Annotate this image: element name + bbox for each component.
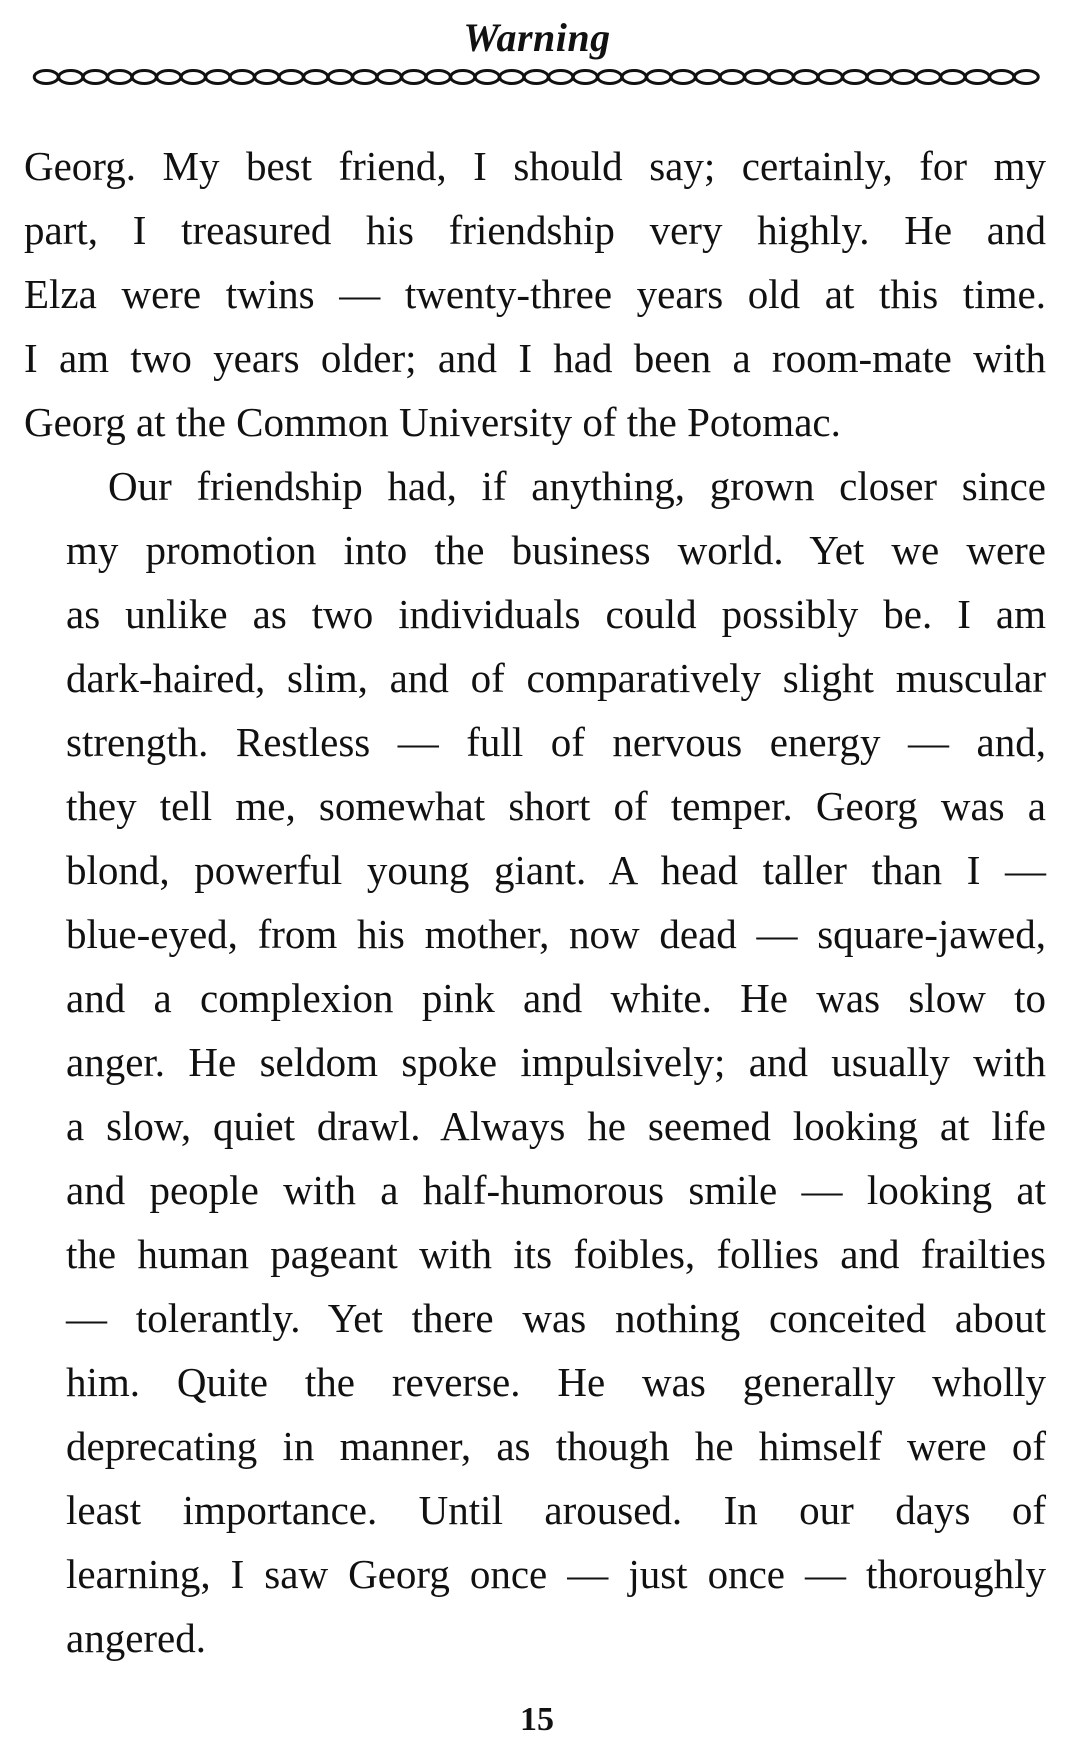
running-head: Warning — [463, 15, 611, 60]
text-line: anger. He seldom spoke impulsively; and usually with — [66, 1039, 1046, 1085]
chain-link — [549, 71, 573, 84]
text-line: I am two years older; and I had been a room-mate with — [24, 335, 1046, 381]
text-line: learning, I saw Georg once — just once — thoroughly — [66, 1551, 1046, 1597]
chain-link — [745, 71, 769, 84]
chain-link — [524, 71, 548, 84]
body-text — [24, 134, 1046, 1670]
chain-link — [598, 71, 622, 84]
chain-link — [622, 71, 646, 84]
text-line: part, I treasured his friendship very highly. He and — [24, 207, 1046, 253]
chain-link — [647, 71, 671, 84]
chain-link — [671, 71, 695, 84]
text-line: the human pageant with its foibles, follies and frailties — [66, 1231, 1046, 1277]
text-line: a slow, quiet drawl. Always he seemed looking at life — [66, 1103, 1046, 1149]
chain-link — [573, 71, 597, 84]
text-line: Georg at the Common University of the Potomac. — [24, 399, 841, 445]
chain-link — [83, 71, 107, 84]
chain-link — [696, 71, 720, 84]
text-line: strength. Restless — full of nervous energy — and, — [66, 719, 1046, 765]
text-line: angered. — [66, 1615, 206, 1661]
text-line: Georg. My best friend, I should say; certainly, for my — [24, 143, 1046, 189]
text-line: and a complexion pink and white. He was slow to — [66, 975, 1046, 1021]
chain-link — [769, 71, 793, 84]
text-line: my promotion into the business world. Yet we were — [66, 527, 1046, 573]
chain-link — [818, 71, 842, 84]
paragraph-2 — [24, 454, 1046, 1670]
chain-link — [965, 71, 989, 84]
text-line: and people with a half-humorous smile — looking at — [66, 1167, 1046, 1213]
text-line: least importance. Until aroused. In our days of — [66, 1487, 1046, 1533]
chain-link — [59, 71, 83, 84]
chain-link — [892, 71, 916, 84]
chain-link — [328, 71, 352, 84]
text-line: they tell me, somewhat short of temper. Georg was a — [66, 783, 1046, 829]
chain-link — [157, 71, 181, 84]
chain-ornament-rule — [22, 64, 1052, 90]
chain-link — [990, 71, 1014, 84]
chain-link — [794, 71, 818, 84]
chain-link — [475, 71, 499, 84]
text-line: blue-eyed, from his mother, now dead — square-jawed, — [66, 911, 1046, 957]
chain-link — [451, 71, 475, 84]
chain-link — [181, 71, 205, 84]
paragraph-1 — [24, 134, 1046, 454]
chain-link — [279, 71, 303, 84]
chain-link — [402, 71, 426, 84]
text-line: blond, powerful young giant. A head taller than I — — [66, 847, 1046, 893]
chain-link — [720, 71, 744, 84]
chain-link — [867, 71, 891, 84]
chain-link — [132, 71, 156, 84]
text-line: deprecating in manner, as though he himself were of — [66, 1423, 1046, 1469]
chain-link — [843, 71, 867, 84]
chain-link — [941, 71, 965, 84]
chain-link — [304, 71, 328, 84]
chain-link — [230, 71, 254, 84]
chain-link — [916, 71, 940, 84]
text-line: Our friendship had, if anything, grown closer since — [108, 463, 1046, 509]
chain-link — [255, 71, 279, 84]
chain-link — [353, 71, 377, 84]
text-line: — tolerantly. Yet there was nothing conceited about — [66, 1295, 1046, 1341]
chain-link — [500, 71, 524, 84]
chain-link — [1014, 71, 1038, 84]
text-line: him. Quite the reverse. He was generally wholly — [66, 1359, 1046, 1405]
chain-link — [206, 71, 230, 84]
text-line: Elza were twins — twenty-three years old at this time. — [24, 271, 1046, 317]
chain-link — [108, 71, 132, 84]
text-line: dark-haired, slim, and of comparatively slight muscular — [66, 655, 1046, 701]
chain-link — [34, 71, 58, 84]
page-number: 15 — [520, 1701, 554, 1738]
chain-link — [377, 71, 401, 84]
text-line: as unlike as two individuals could possibly be. I am — [66, 591, 1046, 637]
chain-link — [426, 71, 450, 84]
